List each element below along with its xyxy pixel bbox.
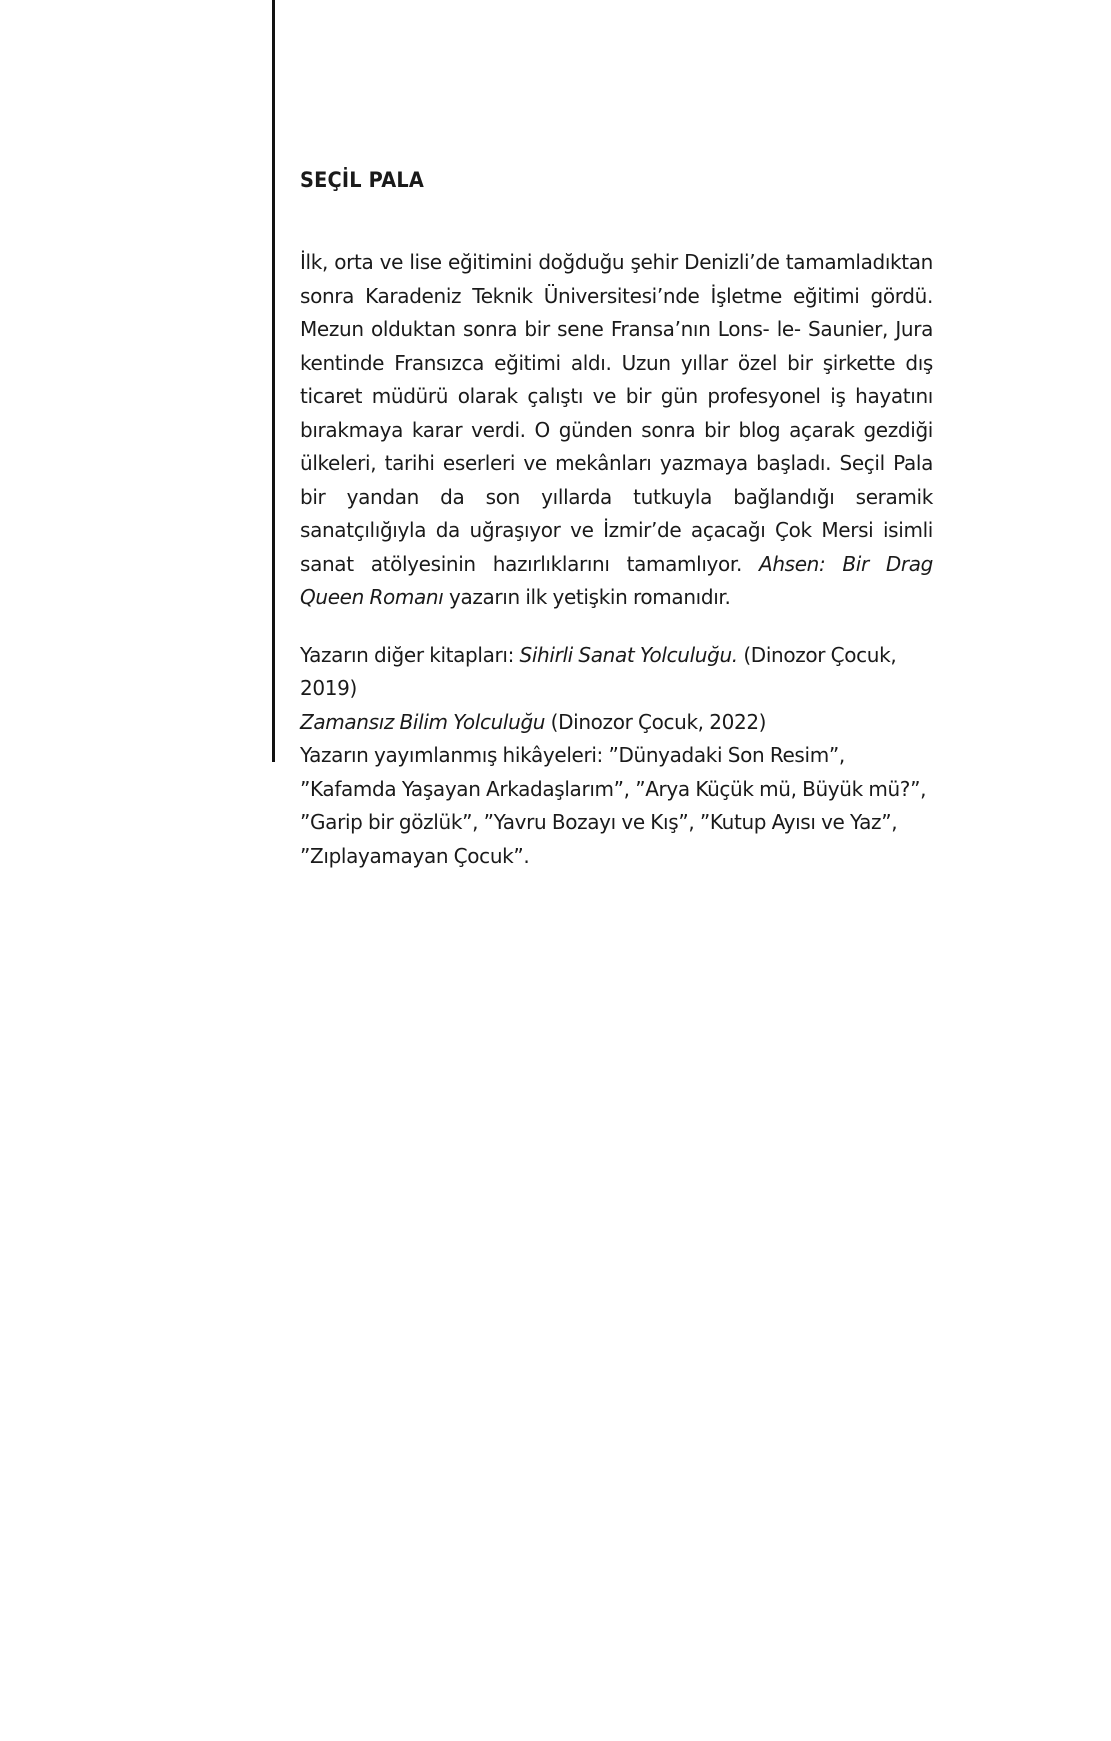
author-bio-section <box>300 158 933 873</box>
novel-title: Ahsen: Bir Drag Queen Romanı <box>300 551 933 609</box>
biography-text: İlk, orta ve lise eğitimini doğduğu şehir Denizli’de tamamladıktan sonra Karadeniz Teknik Üniversitesi’nde İşletme eğitimi gördü. Mezun olduktan sonra bir sene Fransa’nın Lons- le- Saunier, Jura kentinde Fransızca eğitimi aldı. Uzun yıllar özel bir şirkette dış ticaret müdürü olarak çalıştı ve bir gün profesyonel iş hayatını bırakmaya karar verdi. O günden sonra bir blog açarak gezdiği ülkeleri, tarihi eserleri ve mekânları yazmaya başladı. Seçil Pala bir yandan da son yıllarda tutkuyla bağlandığı seramik sanatçılığıyla da uğraşıyor ve İzmir’de açacağı Çok Mersi isimli sanat atölyesinin hazırlıklarını tamamlıyor. <box>300 250 933 576</box>
biography-paragraph <box>300 246 933 615</box>
stories-list: Yazarın yayımlanmış hikâyeleri: ”Dünyadaki Son Resim”, ”Kafamda Yaşayan Arkadaşlarım”, ”Arya Küçük mü, Büyük mü?”, ”Garip bir gözlük”, ”Yavru Bozayı ve Kış”, ”Kutup Ayısı ve Yaz”, ”Zıplayamayan Çocuk”. <box>300 743 927 868</box>
other-books-label: Yazarın diğer kitapları: <box>300 642 520 667</box>
book-info-2: (Dinozor Çocuk, 2022) <box>545 709 767 734</box>
other-books-line <box>300 639 933 706</box>
book-title-1: Sihirli Sanat Yolculuğu. <box>519 642 738 667</box>
book-title-2: Zamansız Bilim Yolculuğu <box>300 709 546 734</box>
other-books-line-2 <box>300 706 933 740</box>
author-name: SEÇİL PALA <box>300 168 424 192</box>
vertical-rule <box>272 0 275 762</box>
bibliography <box>300 639 933 874</box>
book-info-1: (Dinozor Çocuk, 2019) <box>300 642 897 700</box>
novel-suffix: yazarın ilk yetişkin romanıdır. <box>443 585 731 609</box>
